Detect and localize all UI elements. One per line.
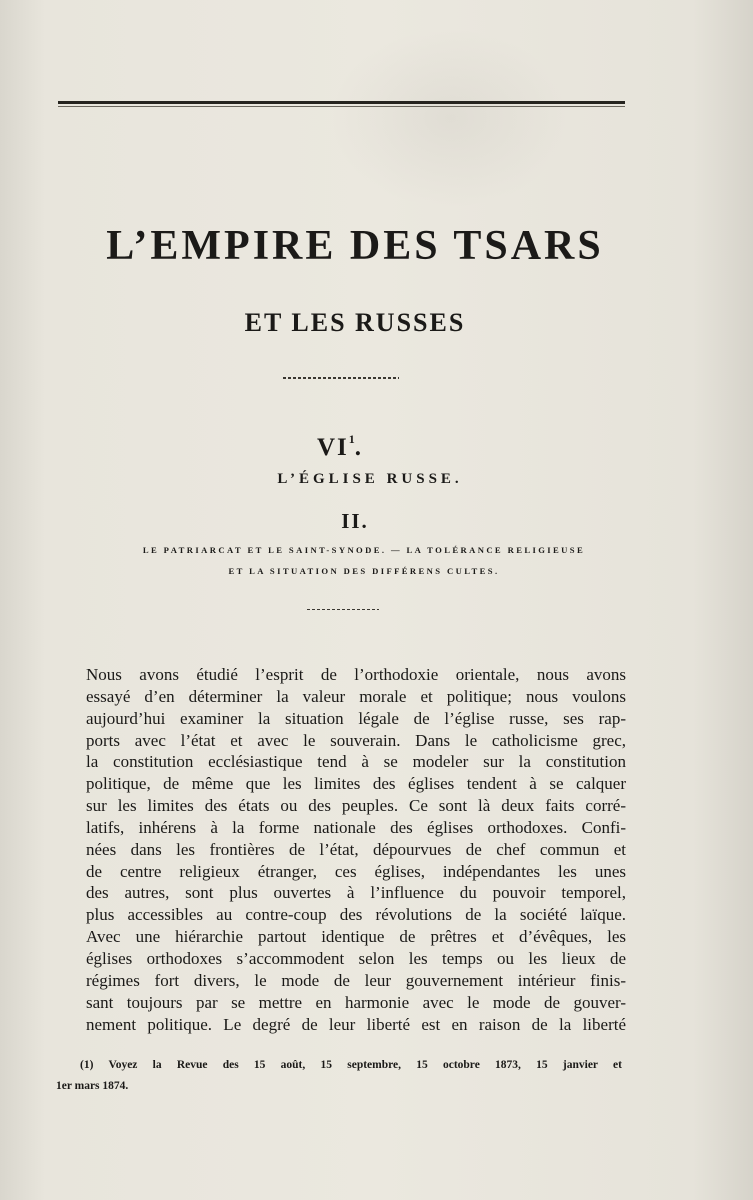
body-line: politique, de même que les limites des églises tendent à se calquer xyxy=(86,774,626,794)
chapter-number: II. xyxy=(341,509,369,533)
footnote-line: (1) Voyez la Revue des 15 août, 15 septembre, 15 octobre 1873, 15 janvier et xyxy=(80,1059,622,1071)
body-line: latifs, inhérens à la forme nationale des églises orthodoxes. Confi- xyxy=(86,817,626,837)
body-line: Avec une hiérarchie partout identique de prêtres et d’évêques, les xyxy=(86,927,626,947)
footnote-line: 1er mars 1874. xyxy=(56,1080,129,1092)
body-line: ports avec l’état et avec le souverain. Dans le catholicisme grec, xyxy=(86,730,626,750)
body-line: églises orthodoxes s’accommodent selon les temps ou les lieux de xyxy=(86,948,626,968)
article-subtitle: ET LES RUSSES xyxy=(244,308,466,337)
small-divider xyxy=(307,609,379,610)
header-rule xyxy=(58,101,625,104)
footnote-marker: 1 xyxy=(348,432,355,446)
body-line: régimes fort divers, le mode de leur gouvernement intérieur finis- xyxy=(86,970,626,990)
section-title: L’ÉGLISE RUSSE. xyxy=(277,471,463,487)
body-line: plus accessibles au contre-coup des révolutions de la société laïque. xyxy=(86,905,626,925)
paper-bleed-through xyxy=(330,28,570,208)
part-number-period: . xyxy=(354,434,364,461)
part-number xyxy=(60,421,620,466)
article-title: L’EMPIRE DES TSARS xyxy=(106,223,604,269)
body-line: Nous avons étudié l’esprit de l’orthodoxie orientale, nous avons xyxy=(86,665,626,684)
body-line: aujourd’hui examiner la situation légale de l’église russe, ses rap- xyxy=(86,708,626,728)
chapter-summary-line: ET LA SITUATION DES DIFFÉRENS CULTES. xyxy=(228,566,500,576)
body-line: sur les limites des états ou des peuples. Ce sont là deux faits corré- xyxy=(86,796,626,816)
body-paragraph xyxy=(86,664,626,1035)
part-number-numeral: VI xyxy=(316,434,349,461)
body-line: nement politique. Le degré de leur liberté est en raison de la liberté xyxy=(86,1014,626,1034)
chapter-summary-line: LE PATRIARCAT ET LE SAINT-SYNODE. — LA TOLÉRANCE RELIGIEUSE xyxy=(142,545,586,555)
body-line: de centre religieux étranger, ces églises, indépendantes les unes xyxy=(86,861,626,881)
footnote xyxy=(56,1055,622,1097)
body-line: nées dans les frontières de l’état, dépourvues de chef commun et xyxy=(86,839,626,859)
body-line: des autres, sont plus ouvertes à l’influence du pouvoir temporel, xyxy=(86,883,626,903)
ornament-divider xyxy=(283,377,399,379)
body-line: sant toujours par se mettre en harmonie avec le mode de gouver- xyxy=(86,992,626,1012)
body-line: essayé d’en déterminer la valeur morale et politique; nous voulons xyxy=(86,686,626,706)
body-line: la constitution ecclésiastique tend à se modeler sur la constitution xyxy=(86,752,626,772)
